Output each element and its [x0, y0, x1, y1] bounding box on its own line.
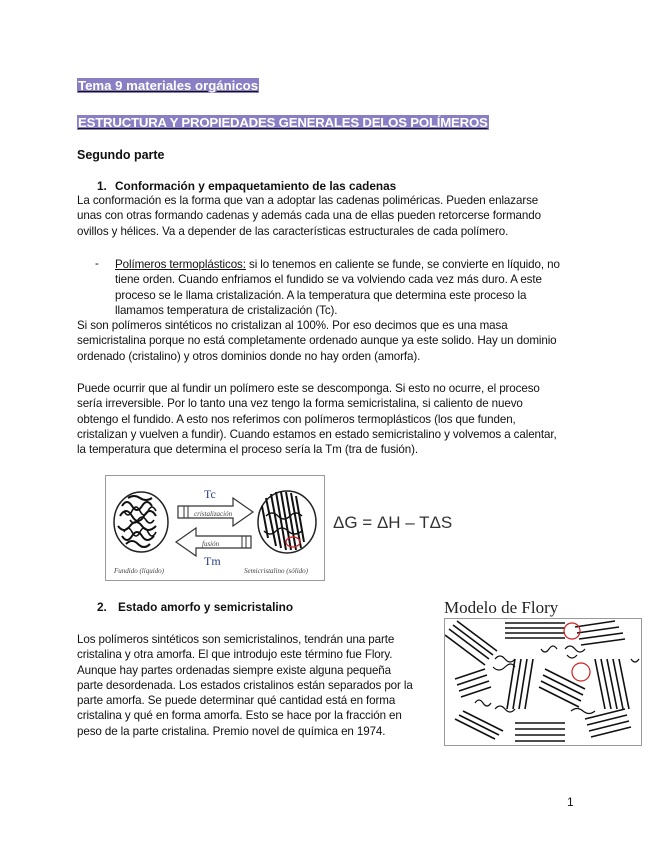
text-line: ordenado (cristalino) y otros dominios donde no hay orden (amorfa).: [77, 349, 421, 363]
text-line: La conformación es la forma que van a adoptar las cadenas poliméricas. Pueden enlazarse: [77, 194, 539, 207]
tc-label: Tc: [204, 487, 216, 501]
text-line: llamamos temperatura de cristalización (Tc).: [115, 303, 338, 317]
text-line: unas con otras formando cadenas y además cada una de ellas pueden retorcerse formando: [77, 209, 541, 223]
section1-number: 1.: [97, 179, 107, 193]
text-line: semicristalina porque no está completamente ordenado aunque ya este solido. Hay un dominio: [77, 334, 557, 348]
crystallization-label: cristalización: [194, 510, 233, 518]
section2-number: 2.: [97, 600, 107, 614]
section2-para: [77, 632, 413, 739]
section2-heading: Estado amorfo y semicristalino: [118, 600, 294, 614]
fusion-label: fusión: [202, 540, 220, 548]
text-line: ovillos y hélices. Va a depender de las características estructurales de cada polímero.: [77, 224, 509, 238]
semicrystalline-caption: Semicristalino (sólido): [244, 567, 308, 575]
text-line: cristalina y otra amorfa. El que introdujo este término fue Flory.: [77, 648, 393, 662]
text-line: tiene orden. Cuando enfriamos el fundido se va volviendo cada vez más duro. A este: [115, 273, 542, 287]
gibbs-equation: ΔG = ΔH – TΔS: [333, 513, 453, 532]
bullet-dash: -: [95, 257, 99, 270]
page-number: 1: [567, 795, 574, 809]
melt-blob: [114, 492, 168, 552]
text-line: parte amorfa. Se puede determinar qué cantidad está en forma: [77, 694, 396, 708]
text-line: la temperatura que determina el proceso sería la Tm (tra de fusión).: [77, 443, 418, 457]
text-line: Aunque hay partes ordenadas siempre existe alguna pequeña: [77, 663, 392, 677]
flory-model-svg: [445, 619, 641, 745]
text-line: peso de la parte cristalina. Premio novel de química en 1974.: [77, 724, 386, 738]
text-line: cristalina y qué en forma amorfa. Esto se hace por la fracción en: [77, 709, 402, 723]
text-line: sería irreversible. Por lo tanto una vez tengo la forma semicristalina, si caliento de nuevo: [77, 397, 523, 411]
text-line: Si son polímeros sintéticos no cristalizan al 100%. Por eso decimos que es una masa: [77, 319, 508, 332]
section1-para2: [77, 318, 557, 364]
text-line: Los polímeros sintéticos son semicristalinos, tendrán una parte: [77, 633, 395, 646]
part-label: Segundo parte: [77, 148, 165, 162]
text-line: obtengo el fundido. A esto nos referimos con polímeros termoplásticos (los que funden,: [77, 412, 516, 426]
text-line: proceso se le llama cristalización. A la temperatura que determina este proceso la: [115, 288, 527, 302]
text-line: parte desordenada. Los estados cristalinos están separados por la: [77, 678, 413, 692]
section1-para3: [77, 381, 557, 457]
bullet-thermoplastics: [115, 257, 560, 318]
text-line: cristalizan y vuelven a fundir). Cuando estamos en estado semicristalino y volvemos a calentar,: [77, 427, 557, 441]
crystallization-diagram-svg: [106, 476, 324, 580]
crystallization-diagram: [105, 475, 325, 581]
bullet-term: Polímeros termoplásticos:: [115, 258, 246, 271]
section-subtitle: ESTRUCTURA Y PROPIEDADES GENERALES DELOS POLÍMEROS: [78, 115, 488, 130]
text-line: Puede ocurrir que al fundir un polímero este se descomponga. Si esto no ocurre, el proceso: [77, 382, 540, 395]
melt-caption: Fundido (líquido): [114, 567, 164, 575]
flory-model-title: Modelo de Flory: [444, 598, 559, 617]
page-title: Tema 9 materiales orgánicos: [78, 78, 259, 93]
semicrystalline-blob: [258, 491, 316, 553]
tm-label: Tm: [204, 554, 221, 568]
section1-intro: [77, 193, 541, 239]
bullet-rest: si lo tenemos en caliente se funde, se convierte en líquido, no: [245, 258, 560, 271]
flory-model-figure: [444, 618, 642, 746]
section1-heading: Conformación y empaquetamiento de las cadenas: [115, 179, 397, 193]
text-line: [115, 257, 560, 272]
